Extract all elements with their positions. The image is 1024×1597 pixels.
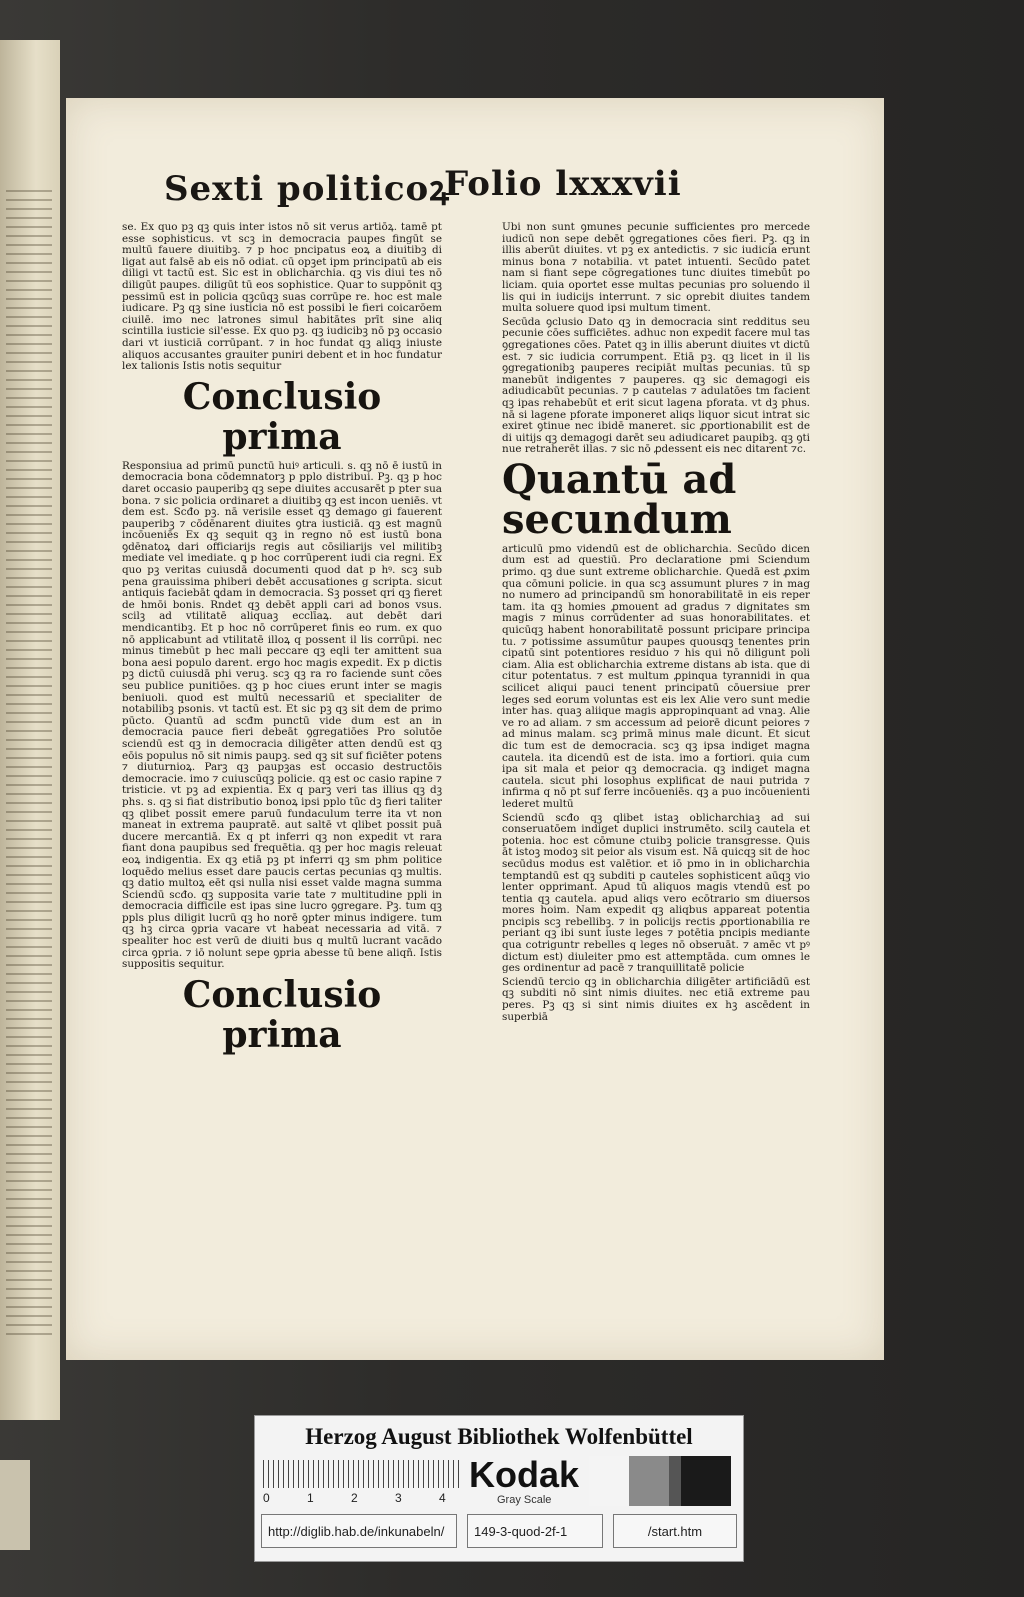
paragraph: Sciendū scđo qꝫ qlibet istaꝫ oblicharchiaꝫ ad sui conseruatōem indiget duplici instrumēto. scilꝫ cautela et potenia. hoc est cōmune ctuibꝫ policie transgresse. Quis āt istoꝫ modoꝫ sit peior als visum est. Nā quicqꝫ sit de hoc secūdus modus est valētior. et iō pmo in in oblicharchia temptandū est qꝫ subditi p cauteles sophisticent aūqꝫ vio lenter opprimant. Apud tū aliquos magis vtendū est po tentia qꝫ cautela. apud aliqs vero ecōtrario sm diuersos mores hoim. Nam expedit qꝫ aliqbus appareat potentia pncipis scꝫ rebellibꝫ. ⁊ in policijs rectis ꝓportionabilia re periant qꝫ ibi sunt iuste leges ⁊ potētia pncipis mediante qua cotriguntr rebelles q leges nō obseruāt. ⁊ amēc vt pꝰ dictum est) diuleiter pmo est attemptāda. cum omnes le ges ordinentur ad pacē ⁊ tranquillitatē policie xyxy=(502,811,810,975)
ruler-number: 4 xyxy=(439,1491,446,1505)
measurement-ruler xyxy=(263,1460,463,1488)
shelfmark-label: 149-3-quod-2f-1 xyxy=(467,1514,603,1548)
previous-page-edge xyxy=(0,40,60,1420)
library-color-card xyxy=(254,1415,744,1562)
gray-swatch-mid xyxy=(629,1456,669,1506)
kodak-logo: Kodak xyxy=(469,1454,580,1495)
gray-swatch-black xyxy=(681,1456,731,1506)
ruler-number: 2 xyxy=(351,1491,358,1505)
start-label: /start.htm xyxy=(613,1514,737,1548)
section-heading: Conclusio prima xyxy=(182,973,382,1056)
left-text-column xyxy=(122,222,442,1059)
gray-scale-label: Gray Scale xyxy=(497,1494,552,1506)
ruler-numbers xyxy=(263,1491,463,1505)
running-title: Sexti politicoꝝ xyxy=(164,169,450,209)
page-header xyxy=(66,164,884,214)
ruler-number: 0 xyxy=(263,1491,270,1505)
paragraph: Ubi non sunt ꝯmunes pecunie sufficientes pro mercede iudicū non sepe debēt ꝯgregationes cōes fieri. Pꝫ. qꝫ in illis aberūt diuites. vt pꝫ ex antedictis. ⁊ sic iudicia erunt minus bona ⁊ notabilia. vt patet intuenti. Secūdo patet nam si fiant sepe cōgregationes tunc diuites timebūt po liciam. quia oportet esse multas pecunias pro soluendo il lis qui in iudicijs interrunt. ⁊ sic oprebit diuites tandem multa soluere quod ipsi multum timent. xyxy=(502,221,810,315)
gray-swatch-dark xyxy=(669,1456,681,1506)
paragraph: Responsiua ad primū punctū huiꝰ articuli. s. qꝫ nō ē iustū in democracia bona cōdemnatorꝫ p pplo distribui. Pꝫ. qꝫ p hoc daret occasio pauperibꝫ qꝫ sepe diuites accusarēt p pter sua bona. ⁊ sic policia ordinaret a diuitibꝫ qꝫ est incon ueniēs. vt dem est. Scđo pꝫ. nā verisile esset qꝫ demago gi fauerent pauperibꝫ ⁊ cōdēnarent diuites ꝯtra iusticiā. qꝫ est magnū incōueniēs Ex qꝫ sequit qꝫ in regno nō est iustū bona ꝯdēnatoꝝ dari officiarijs regis aut cōsiliarijs vel militibꝫ mediate vel imediate. ꝗ p hoc corrūperent iudi cia regni. Ex quo pꝫ veritas cuiusdā documenti quod dat p hꝰ. scꝫ sub pena grauissima phiberi debēt accusationes g scripta. sicut antiquis faciebāt ꝗdam in democracia. Sꝫ posset qri qꝫ fieret de hmōi bonis. Rndet qꝫ debēt appli cari ad bonos vsus. scilꝫ ad vtilitatē aliquaꝫ ecclīaꝝ. aut debēt dari mendicantibꝫ. Et p hoc nō corrūperet finis eo rum. ex quo nō applicabunt ad vtilitatē illoꝝ q possent il lis corrūpi. nec minus timebūt p hec mali peccare qꝫ eqli ter amittent sua bona aesi populo darent. ergo hoc magis expedit. Ex p dictis pꝫ dictū cuiusdā phi veruꝫ. scꝫ qꝫ ra ro faciende sunt cōes seu publice punitiōes. qꝫ p hoc ciues erunt inter se magis beniuoli. quod est multū necessariū et specialiter de notabilibꝫ psonis. vt tactū est. Et sic pꝫ qꝫ sit dem de primo pūcto. Quantū ad scđm punctū vide dum est an in democracia pauce fieri debeāt ꝯgregatiōes Pro solutōe sciendū est qꝫ in democracia diligēter atten dendū est qꝫ eōis populus nō sit nimis paupꝫ. sed qꝫ sit suf ficiēter potens ⁊ diuturnioꝝ. Parꝫ qꝫ paupꝫas est occasio destructōis democracie. imo ⁊ cuiuscūqꝫ policie. qꝫ est oc casio rapine ⁊ tristicie. vt pꝫ ad expientia. Ex q parꝫ veri tas illius qꝫ dꝫ phs. s. qꝫ si fiat distributio bonoꝝ ipsi pplo tūc dꝫ fieri taliter qꝫ qlibet possit emere paruū fundaculum terre ita vt non maneat in extrema paupratē. aut saltē vt qlibet possit puā ducere mercantiā. Ex q pt inferri qꝫ non expedit vt rara fiant dona paupibus sed frequētia. qꝫ per hoc magis releuat eoꝝ indigentia. Ex qꝫ etiā pꝫ pt inferri qꝫ sm phm politice loquēdo melius esset dare paucis certas pecunias qꝫ multis. qꝫ datio multoꝝ eēt qsi nulla nisi esset valde magna summa Sciendū scđo. qꝫ supposita varie tate ⁊ multitudine ppli in democracia difficile est ipas sine lucro ꝯgregare. Pꝫ. tum qꝫ ppls plus diligit lucrū qꝫ ho norē ꝯpter minus indigere. tum qꝫ hꝫ circa ꝯpria vacare vt habeat necessaria ad vitā. ⁊ spealiter hoc est verū de diuiti bus q multū lucrant vacādo circa ꝯpria. ⁊ iō nolunt sepe ꝯpria abesse tū bene aliqñ. Istis suppositis sequitur. xyxy=(122,459,442,971)
paragraph: se. Ex quo pꝫ qꝫ quis inter istos nō sit verus artiōꝝ. tamē pt esse sophisticus. vt scꝫ in democracia paupes fingūt se multū fauere diuitibꝫ. ⁊ p hoc pncipatus eoꝝ a diuitibꝫ di ligat aut falsē ab eis nō odiat. cū opꝫet ipm principatū ab eis diligi vt tactū est. Sic est in oblicharchia. qꝫ vis diui tes nō diligūt paupes. diligūt tū eos sophistice. Quar to suppōnit qꝫ pessimū est in policia qꝫcūqꝫ suas corrūpe re. hoc est male iudicare. Pꝫ qꝫ sine iusticia nō est possibi le fieri coicarōem ciuilē. imo nec latrones simul habitātes prīt sine aliq scintilla iusticie sil'esse. Ex quo pꝫ. qꝫ iudicibꝫ nō pꝫ occasio dari vt iusticiā corrūpant. ⁊ in hoc fundat qꝫ aliqꝫ iniuste aliquos accusantes grauiter puniri debent et in hoc fundatur lex talionis Istis notis sequitur xyxy=(122,221,442,373)
ruler-number: 3 xyxy=(395,1491,402,1505)
section-heading: Conclusio prima xyxy=(182,375,382,458)
book-page xyxy=(66,98,884,1360)
ruler-number: 1 xyxy=(307,1491,314,1505)
folio-number: Folio lxxxvii xyxy=(444,164,682,204)
gray-swatch-white xyxy=(589,1456,629,1506)
url-label: http://diglib.hab.de/inkunabeln/ xyxy=(261,1514,457,1548)
paragraph: articulū pmo videndū est de oblicharchia. Secūdo dicen dum est ad questiū. Pro declaratione pmi Sciendum primo. qꝫ due sunt extreme oblicharchie. Quedā est ꝓxim qua cōmuni policie. in qua scꝫ assumunt plures ⁊ in mag no numero ad principandū sm honorabilitatē in eis reper tam. ita qꝫ homies ꝓmouent ad gradus ⁊ dignitates sm magis ⁊ minus corrūdenter ad suas honorabilitates. et quicūqꝫ habent honorabilitatē possunt pricipare principa tu. ⁊ potissime assumūtur paupes quousqꝫ tenentes prin cipatū sint potentiores residuo ⁊ his qui nō diligunt poli ciam. Alia est oblicharchia extreme distans ab ista. que di citur potentatus. ⁊ est multum ꝓpinqua tyrannidi in qua scilicet aliqui pauci tenent principatū cōuersiue prer leges sed eorum voluntas est eis lex Alie vero sunt medie inter has. quaꝫ aliique magis appropinquant ad vnaꝫ. Alie ve ro ad aliam. ⁊ sm accessum ad peiorē dicunt peiores ⁊ ad minus malam. scꝫ primā minus male dicunt. Et sicut dic tum est de democracia. scꝫ qꝫ ipsa indiget magna cautela. ita dicendū est de ista. imo a fortiori. quia cum ipa sit mala et peior qꝫ democracia. qꝫ indiget magna cautela. sicut phi losophus explificat de naui putrida ⁊ infirma q nō pt suf ferre incōueniēs. qꝫ a puo incōuenienti lederet multū xyxy=(502,542,810,810)
paragraph: Secūda ꝯclusio Dato qꝫ in democracia sint redditus seu pecunie cōes sufficiētes. adhuc non expedit facere mul tas ꝯgregationes cōes. Patet qꝫ in illis aberunt diuites vt dictū est. ⁊ sic iudicia corrumpent. Etiā pꝫ. qꝫ licet in il lis ꝯgregationibꝫ pauperes recipiāt multas pecunias. tū sp manebūt indigentes ⁊ pauperes. qꝫ sic demagogi eis adiudicabūt pecunias. ⁊ p cautelas ⁊ adulatōes tm facient qꝫ ipas rehabebūt et erit sicut lagena pforata. vt dꝫ phus. nā si lagene pforate imponeret aliqs liquor sicut intrat sic exiret ꝯtinue nec ibidē maneret. sic ꝓportionabilit est de di uitijs qꝫ demagogi darēt seu adiudicaret paupibꝫ. qꝫ ꝯti nue retraherēt illas. ⁊ sic nō ꝓdessent eis nec ditarent ⁊c. xyxy=(502,315,810,456)
shelf-label-tab xyxy=(0,1460,30,1550)
right-text-column xyxy=(502,222,810,1025)
section-heading: Quantū ad secundum xyxy=(502,455,737,543)
library-name: Herzog August Bibliothek Wolfenbüttel xyxy=(305,1424,693,1449)
paragraph: Sciendū tercio qꝫ in oblicharchia diligēter artificiādū est qꝫ subditi nō sint nimis diuites. nec etiā extreme pau peres. Pꝫ qꝫ si sint nimis diuites ex hꝫ ascēdent in superbiā xyxy=(502,975,810,1023)
previous-page-text-lines xyxy=(6,190,52,1340)
